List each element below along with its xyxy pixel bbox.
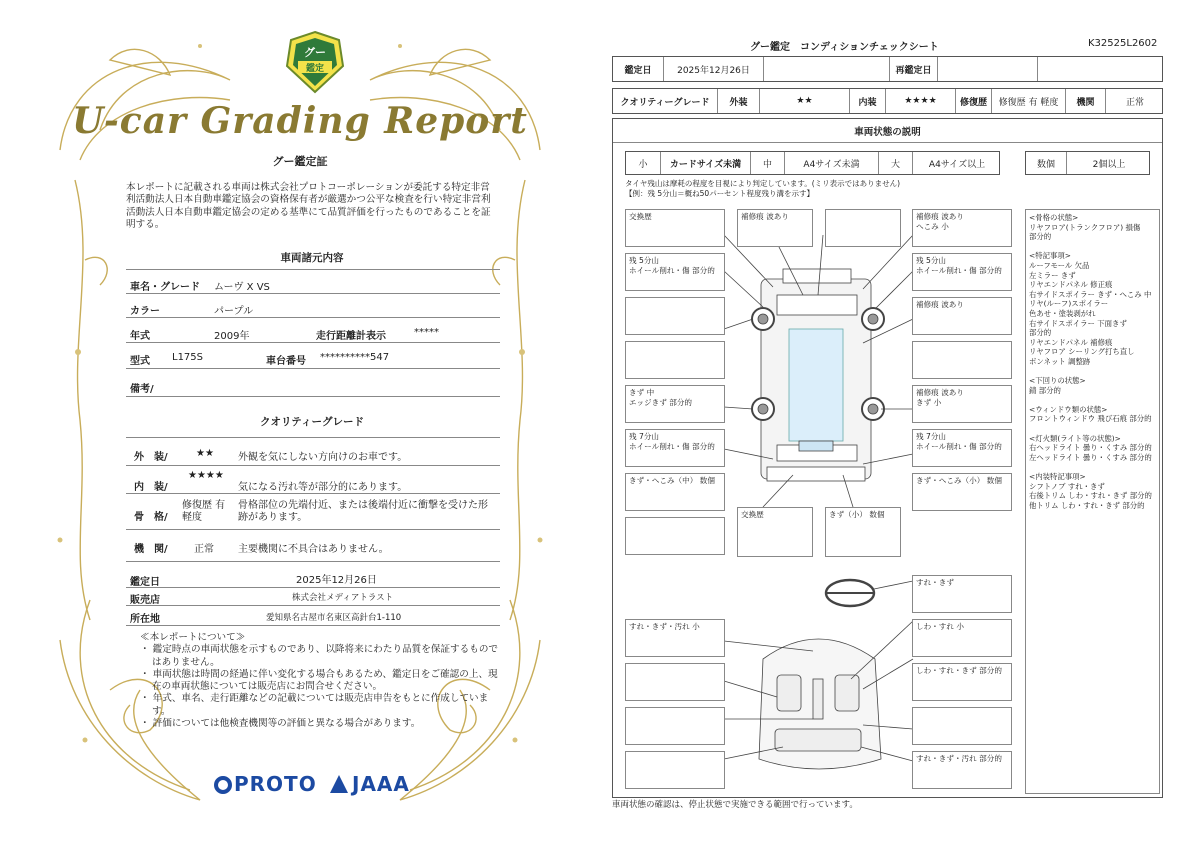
tire-note: タイヤ残山は摩耗の程度を目視により判定しています。(ミリ表示ではありません) 【例：残 5分山＝概ね50パーセント程度残り溝を示す】 bbox=[625, 179, 901, 198]
svg-text:鑑定: 鑑定 bbox=[305, 64, 325, 74]
jaaa-mark-icon bbox=[330, 775, 348, 793]
interior-box-right-1: すれ・きず bbox=[912, 575, 1012, 613]
info-row-date: 鑑定日 2025年12月26日 bbox=[126, 566, 500, 588]
note-box-right-1: 補修痕 波あり へこみ 小 bbox=[912, 209, 1012, 247]
note-box-right-6: 残 7分山 ホイール削れ・傷 部分的 bbox=[912, 429, 1012, 467]
interior-box-right-4 bbox=[912, 707, 1012, 745]
special-notes: <骨格の状態> リヤフロア(トランクフロア) 損傷 部分的 <特記事項> ルーフモール 欠品 左ミラー きず リヤエンドパネル 修正痕 右サイドスポイラー きず・へこみ 中 リヤ(ルーフ)スポイラー 色あせ・塗装剥がれ 右サイドスポイラー 下面きず 部分的 リヤエンドパネル 補修痕 リヤフロア シーリング打ち直し ボンネット 調整跡 <下回りの状態> 錆 部分的 <ウィンドウ類の状態> フロントウィンドウ 飛び石痕 部分的 <灯火類(ライト等の状態)> 右ヘッドライト 曇り・くすみ 部分的 左ヘッドライト 曇り・くすみ 部分的 <内装特記事項> シフトノブ すれ・きず 右後トリム しわ・すれ・きず 部分的 他トリム しわ・すれ・きず 部分的 bbox=[1025, 209, 1160, 794]
note-item: ・ 年式、車名、走行距離などの記載については販売店申告をもとに作成しています。 bbox=[140, 693, 489, 717]
proto-mark-icon bbox=[214, 776, 232, 794]
spec-row-color: カラー パープル bbox=[126, 294, 500, 318]
note-box-right-3: 補修痕 波あり bbox=[912, 297, 1012, 335]
condition-check-sheet bbox=[600, 0, 1200, 848]
interior-box-left-2 bbox=[625, 663, 725, 701]
appraisal-info bbox=[126, 566, 500, 628]
spec-row-model: 型式 L175S 車台番号 **********547 bbox=[126, 343, 500, 369]
note-box-right-4 bbox=[912, 341, 1012, 379]
notes-title: ≪本レポートについて≫ bbox=[140, 632, 246, 643]
note-box-left-6: 残 7分山 ホイール削れ・傷 部分的 bbox=[625, 429, 725, 467]
note-box-top-2 bbox=[825, 209, 901, 247]
interior-box-left-3 bbox=[625, 707, 725, 745]
svg-text:グー: グー bbox=[304, 46, 326, 59]
quality-row-engine: 機 関/ 正常 主要機関に不具合はありません。 bbox=[126, 530, 500, 562]
note-box-left-5: きず 中 エッジきず 部分的 bbox=[625, 385, 725, 423]
note-item: ・ 車両状態は時間の経過に伴い変化する場合もあるため、鑑定日をご確認の上、現在の車両状態については販売店にお問合せください。 bbox=[140, 668, 498, 693]
jaaa-logo: JAAA bbox=[330, 772, 410, 796]
interior-box-left-1: すれ・きず・汚れ 小 bbox=[625, 619, 725, 657]
note-item: ・ 鑑定時点の車両状態を示すものであり、以降将来にわたり品質を保証するものではありません。 bbox=[140, 644, 499, 668]
interior-box-right-3: しわ・すれ・きず 部分的 bbox=[912, 663, 1012, 701]
certificate-text: 本レポートに記載される車両は株式会社プロトコーポレーションが委託する特定非営利活動法人日本自動車鑑定協会の資格保有者が厳選かつ公平な検査を行い特定非営利活動法人日本自動車鑑定協会の定める基準にて品質評価を行ったものであることを証明する。 bbox=[126, 182, 491, 231]
quality-heading: クオリティーグレード bbox=[260, 416, 364, 428]
note-box-right-2: 残 5分山 ホイール削れ・傷 部分的 bbox=[912, 253, 1012, 291]
spec-heading: 車両諸元内容 bbox=[280, 252, 344, 264]
note-box-bottom-1: 交換歴 bbox=[737, 507, 813, 557]
note-box-right-5: 補修痕 波あり きず 小 bbox=[912, 385, 1012, 423]
proto-logo: PROTO bbox=[214, 772, 317, 796]
report-notes bbox=[140, 632, 500, 730]
date-row: 鑑定日 2025年12月26日 再鑑定日 bbox=[612, 56, 1163, 82]
note-item: ・ 評価については他検査機関等の評価と異なる場合があります。 bbox=[140, 718, 421, 730]
panel-title: 車両状態の説明 bbox=[613, 119, 1162, 143]
info-row-address: 所在地 愛知県名古屋市名東区高針台1-110 bbox=[126, 606, 500, 626]
spec-row-remarks: 備考/ bbox=[126, 369, 500, 397]
spec-table bbox=[126, 248, 500, 408]
quality-row-exterior: 外 装/ ★★ 外観を気にしない方向けのお車です。 bbox=[126, 438, 500, 466]
interior-box-right-5: すれ・きず・汚れ 部分的 bbox=[912, 751, 1012, 789]
quality-row-interior: 内 装/ ★★★★ 気になる汚れ等が部分的にあります。 bbox=[126, 466, 500, 494]
note-box-right-7: きず・へこみ（小） 数個 bbox=[912, 473, 1012, 511]
goo-badge bbox=[287, 32, 343, 92]
certificate-title: グー鑑定証 bbox=[272, 155, 328, 168]
note-box-left-7: きず・へこみ（中） 数個 bbox=[625, 473, 725, 511]
note-box-left-8 bbox=[625, 517, 725, 555]
info-row-dealer: 販売店 株式会社メディアトラスト bbox=[126, 588, 500, 606]
grade-row: クオリティーグレード 外装 ★★ 内装 ★★★★ 修復歴 修復歴 有 軽度 機関 正常 bbox=[612, 88, 1163, 114]
quality-table bbox=[126, 432, 500, 564]
report-title: U-car Grading Report bbox=[72, 100, 528, 142]
spec-row-name: 車名・グレード ムーヴ X VS bbox=[126, 270, 500, 294]
count-legend: 数個 2個以上 bbox=[1025, 151, 1150, 175]
note-box-left-1: 交換歴 bbox=[625, 209, 725, 247]
spec-row-year: 年式 2009年 走行距離計表示 ***** bbox=[126, 318, 500, 343]
quality-row-frame: 骨 格/ 修復歴 有 軽度 骨格部位の先端付近、または後端付近に衝撃を受けた形跡があります。 bbox=[126, 494, 500, 530]
interior-box-right-2: しわ・すれ 小 bbox=[912, 619, 1012, 657]
size-legend: 小 カードサイズ未満 中 A4サイズ未満 大 A4サイズ以上 bbox=[625, 151, 1000, 175]
note-box-left-4 bbox=[625, 341, 725, 379]
note-box-left-2: 残 5分山 ホイール削れ・傷 部分的 bbox=[625, 253, 725, 291]
note-box-top-1: 補修痕 波あり bbox=[737, 209, 813, 247]
condition-panel bbox=[612, 118, 1163, 798]
note-box-bottom-2: きず（小） 数個 bbox=[825, 507, 901, 557]
sheet-code: K32525L2602 bbox=[1088, 38, 1158, 49]
sheet-title: グー鑑定 コンディションチェックシート bbox=[750, 42, 939, 53]
interior-box-left-4 bbox=[625, 751, 725, 789]
foot-note: 車両状態の確認は、停止状態で実施できる範囲で行っています。 bbox=[612, 800, 858, 810]
note-box-left-3 bbox=[625, 297, 725, 335]
